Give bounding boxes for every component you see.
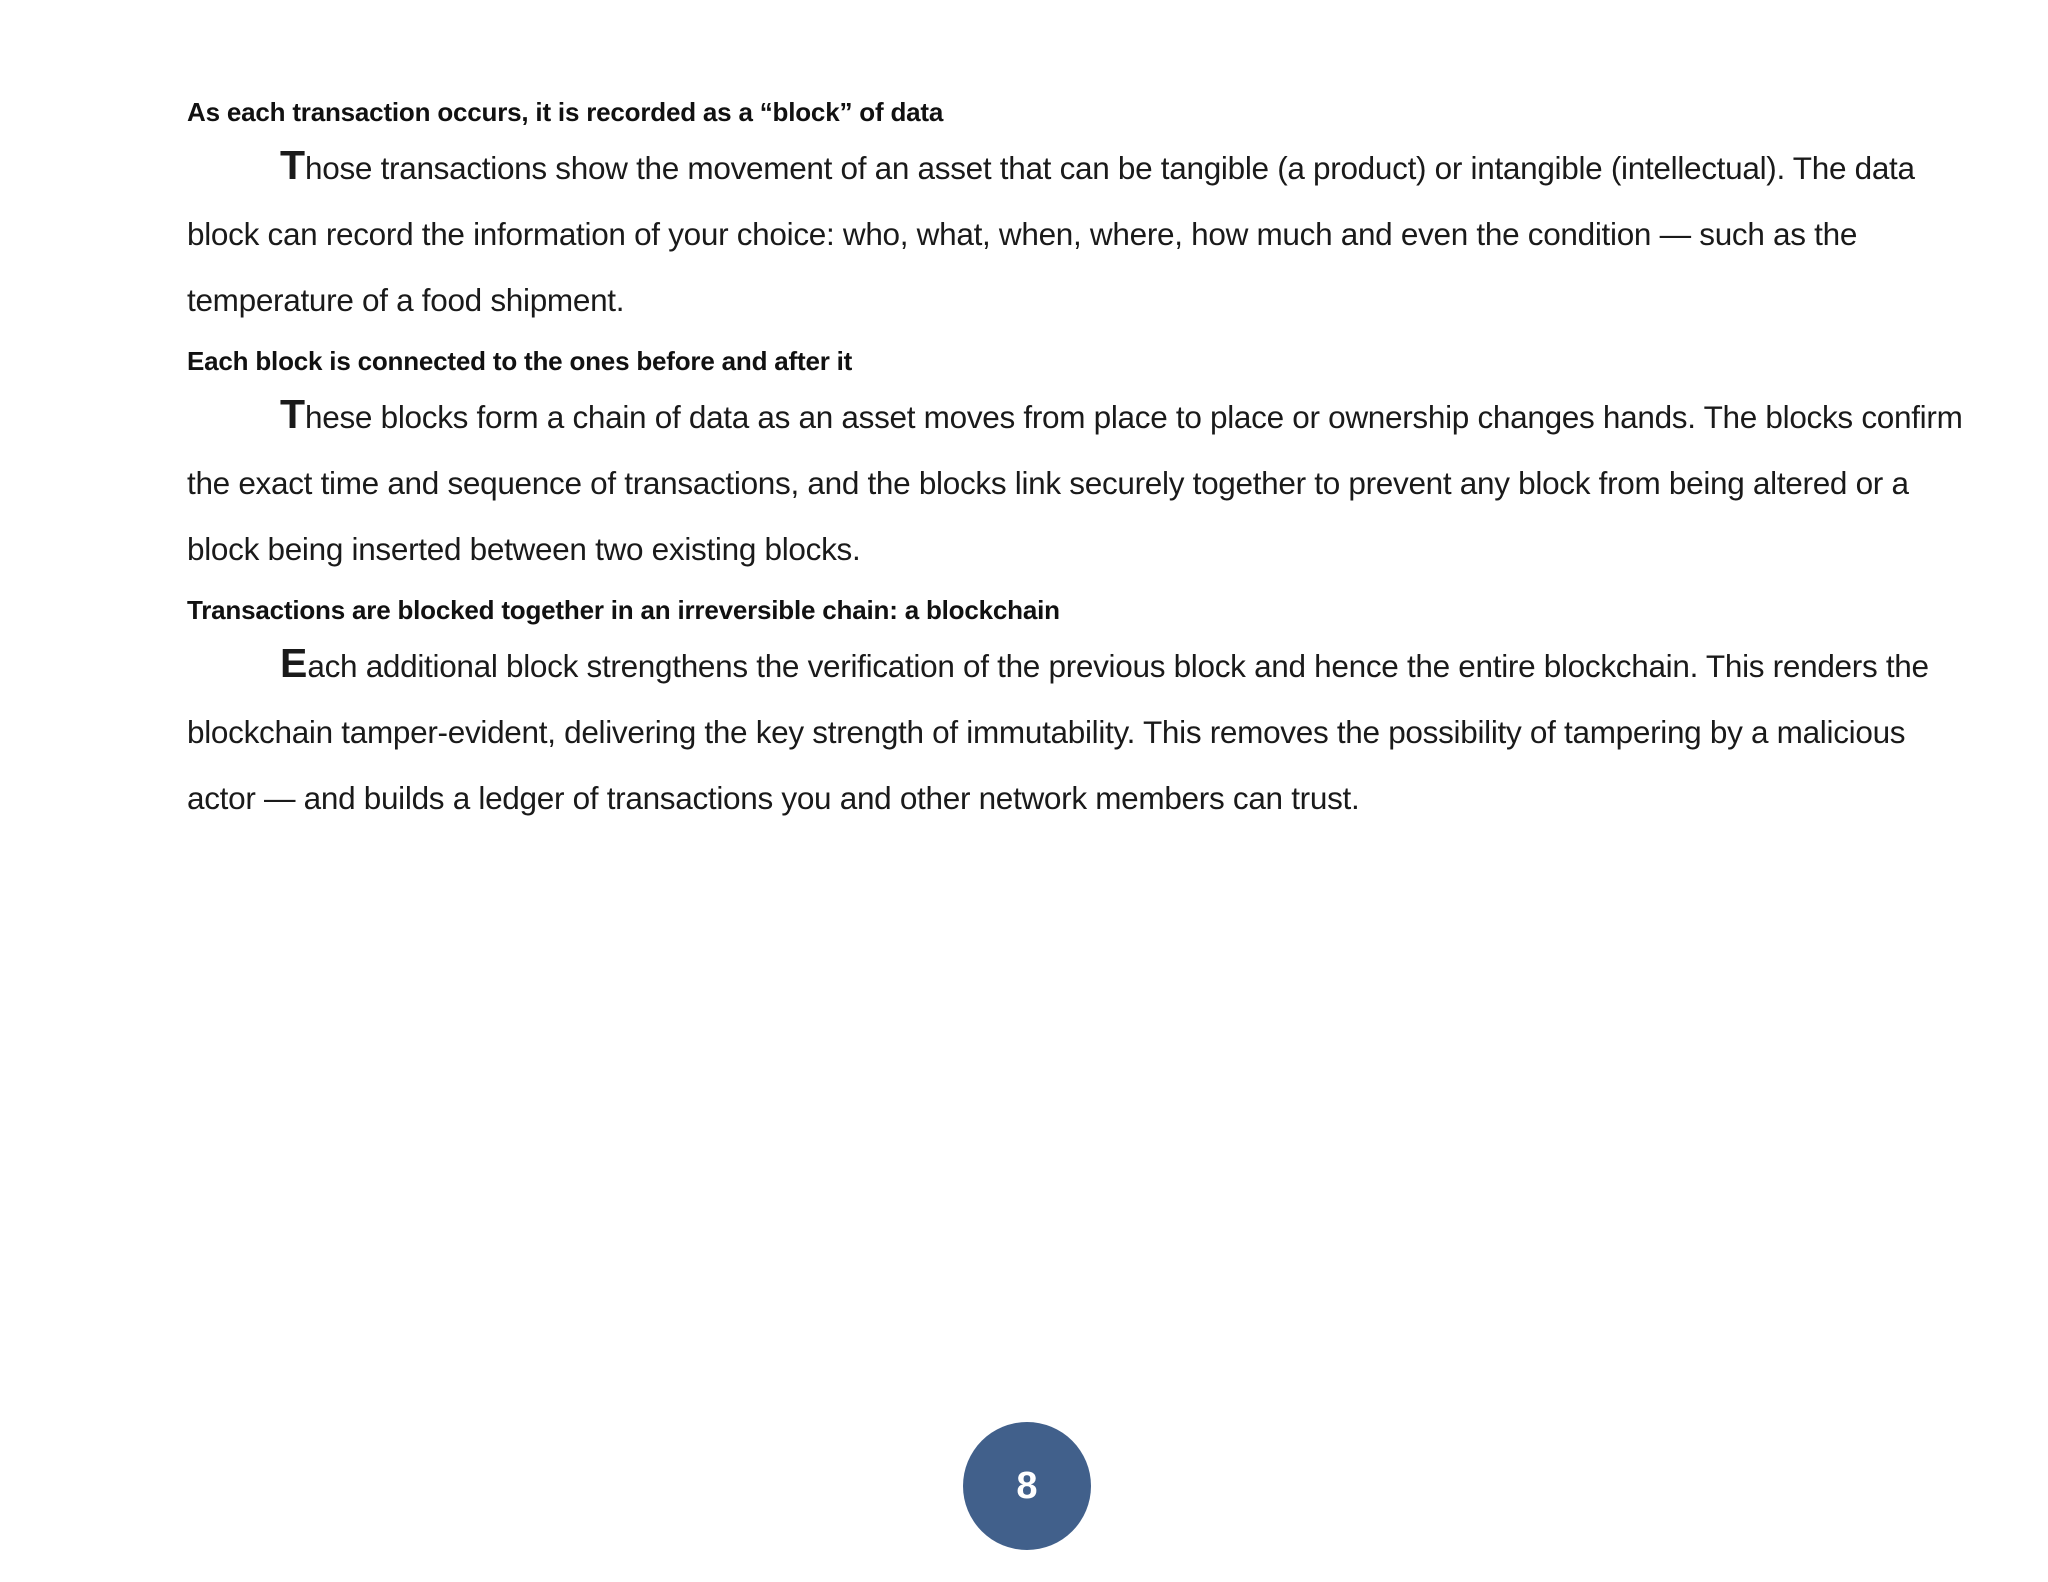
page-content (187, 92, 1967, 839)
section-heading: Transactions are blocked together in an irreversible chain: a blockchain (187, 595, 1060, 625)
section-irreversible-chain (187, 590, 1967, 831)
drop-cap: T (280, 391, 306, 437)
section-paragraph (187, 132, 1967, 333)
section-heading: As each transaction occurs, it is recorded as a “block” of data (187, 97, 944, 127)
paragraph-text: hese blocks form a chain of data as an asset moves from place to place or ownership changes hands. The blocks confirm the exact time and sequence of transactions, and the blocks link securely together to prevent any block from being altered or a block being inserted between two existing blocks. (187, 399, 1963, 567)
section-heading: Each block is connected to the ones before and after it (187, 346, 853, 376)
paragraph-text: hose transactions show the movement of an asset that can be tangible (a product) or intangible (intellectual). The data block can record the information of your choice: who, what, when, where, how much and even the condition — such as the temperature of a food shipment. (187, 150, 1915, 318)
drop-cap: T (280, 142, 306, 188)
section-transaction-recorded (187, 92, 1967, 333)
drop-cap: E (280, 640, 308, 686)
section-paragraph (187, 381, 1967, 582)
section-block-connected (187, 341, 1967, 582)
page-number-badge: 8 (963, 1422, 1091, 1550)
section-paragraph (187, 630, 1967, 831)
paragraph-text: ach additional block strengthens the verification of the previous block and hence the entire blockchain. This renders the blockchain tamper-evident, delivering the key strength of immutability. This removes the possibility of tampering by a malicious actor — and builds a ledger of transactions you and other network members can trust. (187, 648, 1929, 816)
